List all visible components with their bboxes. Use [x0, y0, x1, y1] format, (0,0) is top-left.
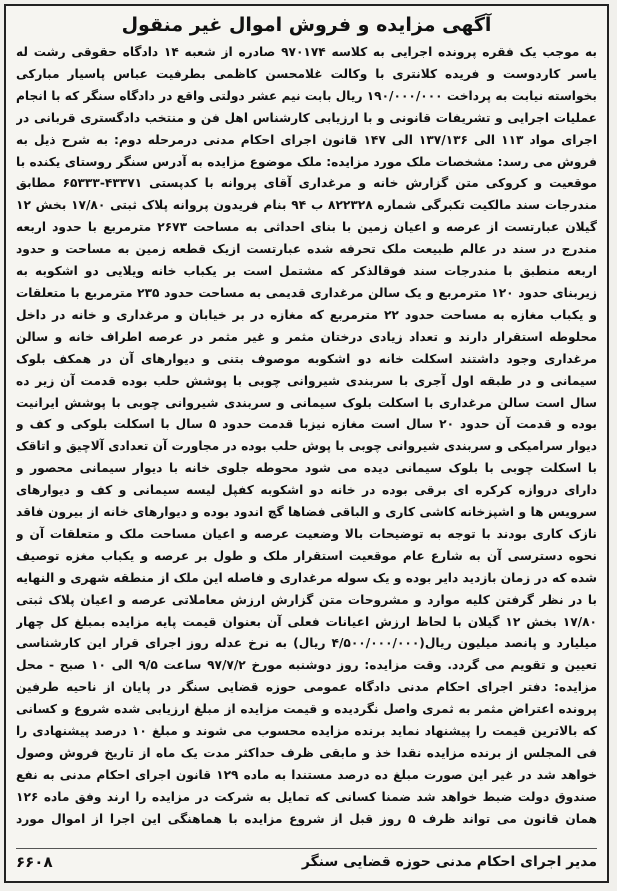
notice-footer: [16, 848, 597, 875]
auction-notice: [4, 4, 609, 883]
signer: مدیر اجرای احکام مدنی حوزه قضایی سنگر: [301, 854, 597, 870]
notice-code: ۶۶۰۸: [16, 853, 53, 871]
notice-title: آگهی مزایده و فروش اموال غیر منقول: [121, 14, 492, 36]
notice-body: به موجب یک فقره پرونده اجرایی به کلاسه ۹۷۰۱۷۴ صادره از شعبه ۱۴ دادگاه حقوقی رشت له یاسر کاردوست و فریده کلانتری با وکالت غلامحسن کاظمی بطرفیت عباس پاسیار مبارکی بخواسته نیابت به پرداخت ۱۹۰/۰۰۰/۰۰۰ ریال بابت نیم عشر دولتی واقع در دادگاه سنگر که با انجام عملیات اجرایی و تشریفات قانونی و با ارزیابی کارشناس اهل فن و منتخب دادگستری قربانی در اجرای مواد ۱۱۳ الی ۱۳۷/۱۳۶ الی ۱۴۷ قانون اجرای احکام مدنی درمرحله دوم: به شرح ذیل به فروش می رسد: مشخصات ملک مورد مزایده: ملک موضوع مزایده به آدرس سنگر روستای یکنده با موقعیت و کروکی متن گزارش خانه و مرغداری آقای پروانه با کدپستی ۴۳۳۷۱-۶۵۳۳۳ مطابق مندرجات سند مالکیت تکبرگی شماره ۸۲۲۳۲۸ ب ۹۴ بنام فریدون پروانه پلاک ثبتی ۱۷/۸۰ بخش ۱۲ گیلان عبارتست از عرصه و اعیان زمین با بنای احداثی به مساحت ۲۶۷۳ مترمربع با حدود اربعه مندرج در سند در عالم طبیعت ملک تحرفه شده عبارتست ازیک قطعه زمین به مساحت و حدود اربعه منطبق با مندرجات سند فوقالذکر که مشتمل است بر یکباب خانه ویلایی دو اشکوبه به زیربنای حدود ۱۲۰ مترمربع و یک سالن مرغداری قدیمی به مساحت حدود ۲۳۵ مترمربع با متعلقات و یکباب مغازه به مساحت حدود ۲۲ مترمربع که مغازه در بر خیابان و مرغداری و خانه در داخل محلوطه استقرار دارند و تعداد زیادی درختان مثمر و غیر مثمر در عرصه اطراف خانه و سالن مرغداری وجود داشتند اسکلت خانه دو اشکوبه موصوف بتنی و دیوارهای آن در همکف بلوک سیمانی و در طبقه اول آجری با سربندی شیروانی چوبی با پوشش حلب بوده قدمت آن زیر ده سال است سالن مرغداری با اسکلت بلوک سیمانی و سربندی شیروانی چوبی با پوشش ایرانیت بوده و قدمت آن حدود ۲۰ سال است مغازه نیزبا قدمت حدود ۵ سال با اسکلت بلوکی و کف و دیوار سرامیکی و سربندی شیروانی چوبی با پوش حلب بوده در مجاورت آن تعدادی آلاچیق و اتاقک با اسکلت چوبی با بلوک سیمانی دیده می شود محوطه جلوی خانه با دیوار سیمانی محصور و دارای دروازه کرکره ای برقی بوده در خانه دو اشکوبه کفپل لیسه سیمانی و کف و دیوارهای سرویس ها و اشپزخانه کاشی کاری و الباقی فضاها گچ اندود بوده و دیوارهای خانه از بیرون فاقد نازک کاری بودند با توجه به توضیحات بالا وضعیت عرصه و اعیان مساحت ملک و متعلقات آن و نحوه دسترسی آن به شارع عام موقعیت استقرار ملک و طول بر عرصه و یکباب مغزه توصیف شده که در زمان بازدید دایر بوده و یک سوله مرغداری و فاصله این ملک از منطقه شهری و النهایه با در نظر گرفتن کلیه موارد و مشروحات متن گزارش ارزش معاملاتی عرصه و اعیان پلاک ثبتی ۱۷/۸۰ بخش ۱۲ گیلان با لحاظ ارزش اعیانات فعلی آن بعنوان قیمت پایه مزایده بمبلغ کل چهار میلیارد و پانصد میلیون ریال(۴/۵۰۰/۰۰۰/۰۰۰ ریال) به نرخ عدله روز اجرای قرار این کارشناسی تعیین و تقویم می گردد. وقت مزایده: روز دوشنبه مورخ ۹۷/۷/۲ ساعت ۹/۵ الی ۱۰ صبح - محل مزایده: دفتر اجرای احکام مدنی دادگاه عمومی حوزه قضایی سنگر در پایان از ناحیه طرفین پرونده اعتراض مثمر به ثمری واصل نگردیده و قیمت مزایده از مبلغ ارزیابی شده شروع و کسانی که بالاترین قیمت را پیشنهاد نماید برنده مزایده محسوب می شوند و مبلغ ۱۰ درصد پیشنهادی را فی المجلس از برنده مزایده نقدا خذ و مابقی ظرف حداکثر مدت یک ماه از تاریخ فروش وصول خواهد شد در غیر این صورت مبلغ ده درصد مستندا به ماده ۱۲۹ قانون اجرای احکام مدنی به نفع صندوق دولت ضبط خواهد شد ضمنا کسانی که تمایل به شرکت در مزایده را ارند وفق ماده ۱۲۶ همان قانون می تواند ظرف ۵ روز قبل از شروع مزایده با هماهنگی این اجرا از اموال مورد: [16, 45, 597, 826]
